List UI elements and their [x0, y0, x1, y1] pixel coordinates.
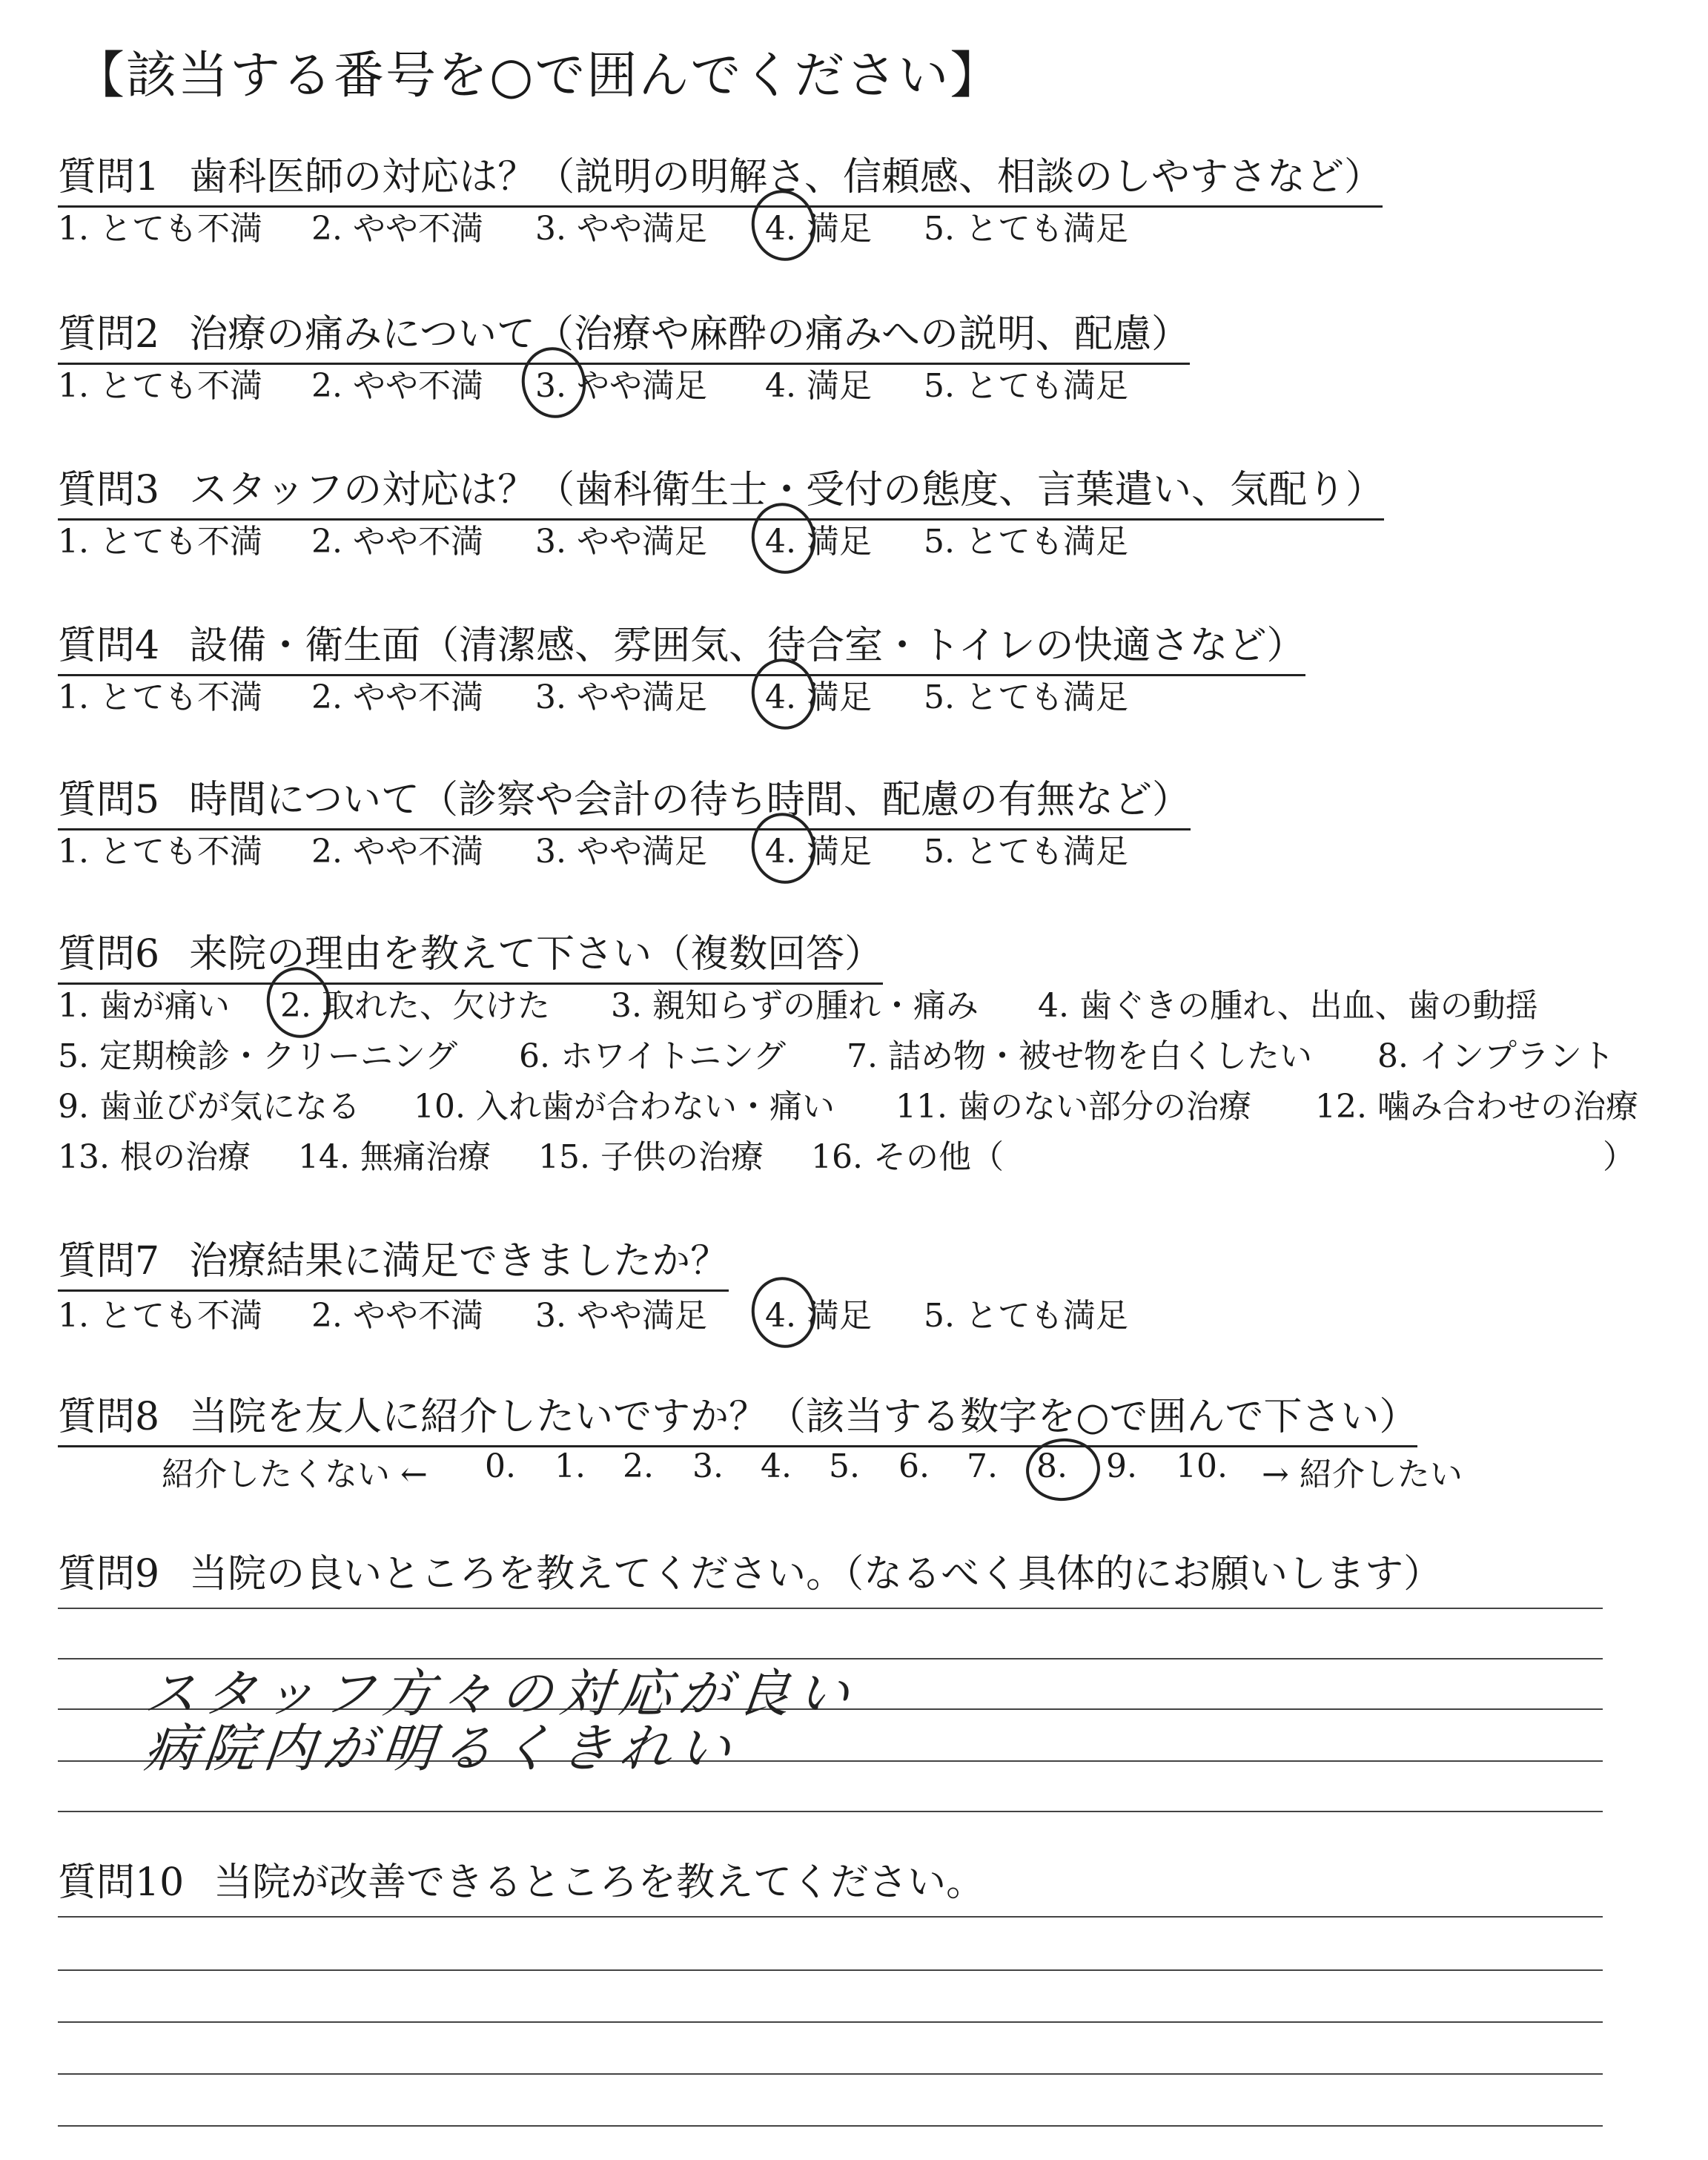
nps-left-label: 紹介したくない ← [162, 1456, 428, 1493]
answer-line [58, 1608, 1603, 1609]
option-3[interactable]: 3. やや満足 [535, 1297, 707, 1335]
question-4 [58, 614, 1305, 676]
nps-option-1[interactable]: 1. [555, 1447, 586, 1485]
question-text: 歯科医師の対応は？（説明の明解さ、信頼感、相談のしやすさなど） [189, 155, 1383, 199]
option-2[interactable]: 2. やや不満 [311, 1297, 483, 1335]
reason-option-16[interactable]: 16. その他（ [811, 1138, 1004, 1176]
option-3[interactable]: 3. やや満足 [535, 833, 707, 871]
option-1[interactable]: 1. とても不満 [58, 367, 262, 405]
nps-option-3[interactable]: 3. [692, 1447, 724, 1485]
reason-option-10[interactable]: 10. 入れ歯が合わない・痛い [414, 1088, 835, 1126]
reason-option-5[interactable]: 5. 定期検診・クリーニング [58, 1037, 458, 1075]
question-5 [58, 768, 1191, 830]
option-3[interactable]: 3. やや満足 [535, 210, 707, 248]
question-number: 質問7 [58, 1239, 160, 1284]
question-number: 質問3 [58, 468, 160, 512]
option-3[interactable]: 3. やや満足 [535, 678, 707, 716]
option-1[interactable]: 1. とても不満 [58, 210, 262, 248]
question-text: 当院が改善できるところを教えてください。 [214, 1860, 985, 1905]
nps-option-9[interactable]: 9. [1106, 1447, 1137, 1485]
reason-option-4[interactable]: 4. 歯ぐきの腫れ、出血、歯の動揺 [1038, 987, 1538, 1025]
nps-option-7[interactable]: 7. [967, 1447, 998, 1485]
option-4[interactable]: 4. 満足 [765, 825, 872, 872]
handwritten-answer-line: スタッフ方々の対応が良い [142, 1663, 860, 1724]
question-text: 当院の良いところを教えてください。（なるべく具体的にお願いします） [189, 1552, 1443, 1596]
question-2 [58, 303, 1190, 365]
handwritten-answer-line: 病院内が明るくきれい [142, 1718, 741, 1779]
option-3[interactable]: 3. やや満足 [535, 523, 707, 561]
option-5[interactable]: 5. とても満足 [924, 367, 1128, 405]
other-close-paren: ） [1603, 1138, 1635, 1176]
reason-option-11[interactable]: 11. 歯のない部分の治療 [896, 1088, 1251, 1126]
reason-option-7[interactable]: 7. 詰め物・被せ物を白くしたい [847, 1037, 1312, 1075]
reason-option-6[interactable]: 6. ホワイトニング [519, 1037, 787, 1075]
option-3[interactable]: 3. やや満足 [535, 359, 707, 406]
answer-line [58, 1811, 1603, 1812]
nps-option-8[interactable]: 8. [1036, 1447, 1068, 1485]
option-5[interactable]: 5. とても満足 [924, 523, 1128, 561]
answer-line [58, 2125, 1603, 2127]
question-7 [58, 1229, 729, 1292]
option-5[interactable]: 5. とても満足 [924, 1297, 1128, 1335]
reason-option-3[interactable]: 3. 親知らずの腫れ・痛み [611, 987, 979, 1025]
question-number: 質問4 [58, 624, 160, 668]
answer-line [58, 1916, 1603, 1918]
question-number: 質問8 [58, 1395, 160, 1439]
option-2[interactable]: 2. やや不満 [311, 833, 483, 871]
reason-option-9[interactable]: 9. 歯並びが気になる [58, 1088, 360, 1126]
question-text: 治療の痛みについて（治療や麻酔の痛みへの説明、配慮） [189, 312, 1191, 357]
answer-line [58, 1969, 1603, 1971]
answer-line [58, 2021, 1603, 2023]
option-5[interactable]: 5. とても満足 [924, 833, 1128, 871]
option-2[interactable]: 2. やや不満 [311, 523, 483, 561]
answer-line [58, 2073, 1603, 2075]
nps-right-label: → 紹介したい [1262, 1456, 1463, 1493]
question-number: 質問5 [58, 778, 160, 822]
reason-option-13[interactable]: 13. 根の治療 [58, 1138, 251, 1176]
question-1 [58, 145, 1383, 208]
question-8 [58, 1385, 1417, 1447]
page-title: 【該当する番号を○で囲んでください】 [74, 47, 1002, 105]
nps-option-10[interactable]: 10. [1176, 1447, 1228, 1485]
option-2[interactable]: 2. やや不満 [311, 367, 483, 405]
question-number: 質問2 [58, 312, 160, 357]
option-1[interactable]: 1. とても不満 [58, 833, 262, 871]
question-9 [58, 1542, 1442, 1602]
question-text: 来院の理由を教えて下さい（複数回答） [189, 932, 884, 977]
reason-option-15[interactable]: 15. 子供の治療 [538, 1138, 764, 1176]
question-number: 質問9 [58, 1552, 160, 1596]
question-10 [58, 1851, 984, 1911]
question-number: 質問10 [58, 1860, 185, 1905]
nps-option-6[interactable]: 6. [898, 1447, 930, 1485]
reason-option-1[interactable]: 1. 歯が痛い [58, 987, 230, 1025]
question-3 [58, 458, 1384, 521]
nps-option-5[interactable]: 5. [829, 1447, 860, 1485]
reason-option-12[interactable]: 12. 噛み合わせの治療 [1315, 1088, 1638, 1126]
question-number: 質問1 [58, 155, 160, 199]
question-text: 時間について（診察や会計の待ち時間、配慮の有無など） [189, 778, 1191, 822]
option-4[interactable]: 4. 満足 [765, 202, 872, 249]
option-2[interactable]: 2. やや不満 [311, 210, 483, 248]
option-5[interactable]: 5. とても満足 [924, 210, 1128, 248]
option-4[interactable]: 4. 満足 [765, 515, 872, 562]
question-text: 治療結果に満足できましたか？ [189, 1239, 729, 1284]
question-text: 設備・衛生面（清潔感、雰囲気、待合室・トイレの快適さなど） [189, 624, 1305, 668]
option-1[interactable]: 1. とても不満 [58, 1297, 262, 1335]
question-text: 当院を友人に紹介したいですか？（該当する数字を○で囲んで下さい） [189, 1395, 1418, 1439]
option-1[interactable]: 1. とても不満 [58, 678, 262, 716]
nps-option-4[interactable]: 4. [761, 1447, 792, 1485]
option-4[interactable]: 4. 満足 [765, 670, 872, 718]
reason-option-8[interactable]: 8. インプラント [1377, 1037, 1615, 1075]
option-2[interactable]: 2. やや不満 [311, 678, 483, 716]
option-1[interactable]: 1. とても不満 [58, 523, 262, 561]
option-4[interactable]: 4. 満足 [765, 1289, 872, 1336]
option-5[interactable]: 5. とても満足 [924, 678, 1128, 716]
reason-option-14[interactable]: 14. 無痛治療 [298, 1138, 491, 1176]
nps-option-0[interactable]: 0. [485, 1447, 516, 1485]
question-text: スタッフの対応は？（歯科衛生士・受付の態度、言葉遣い、気配り） [189, 468, 1385, 512]
question-6 [58, 922, 883, 985]
question-number: 質問6 [58, 932, 160, 977]
reason-option-2[interactable]: 2. 取れた、欠けた [280, 979, 550, 1026]
nps-option-2[interactable]: 2. [623, 1447, 654, 1485]
option-4[interactable]: 4. 満足 [765, 367, 872, 405]
